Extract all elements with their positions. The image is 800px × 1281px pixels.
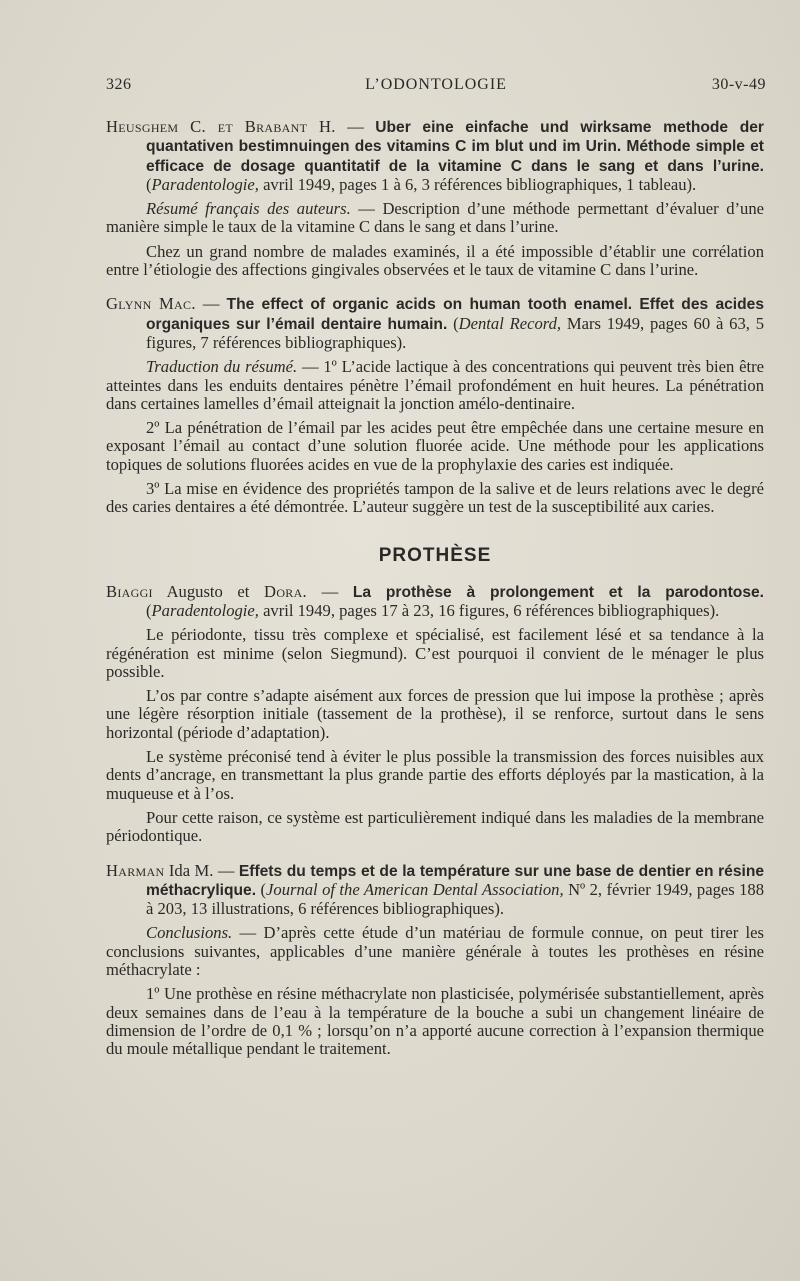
section-title: PROTHÈSE [378, 544, 492, 566]
ref-open: ( [146, 174, 152, 194]
body-paragraph: Le périodonte, tissu très complexe et spécialisé, est facilement lésé et sa tendance à la régénération est minime (selon Siegmund). C’est pourquoi il convient de le ménager le plus possible. [106, 625, 764, 681]
entry-reference: Nº 2, février 1949, pages 188 à 203, 13 illustrations, 6 références bibliographiques). [146, 879, 765, 919]
body-paragraph: Pour cette raison, ce système est particulièrement indiqué dans les maladies de la membrane périodontique. [106, 807, 764, 846]
ref-open: ( [447, 313, 459, 333]
abstract-paragraph [106, 358, 764, 413]
entry-source: Paradentologie, [151, 174, 259, 194]
entry-title: The effect of organic acids on human tooth enamel. Effet des acides organiques sur l’émail dentaire humain. [146, 296, 764, 333]
abstract-paragraph [106, 924, 764, 979]
body-paragraph: 2º La pénétration de l’émail par les acides peut être empêchée dans une certaine mesure en exposant l’émail au contact d’une solution fluorée acide. Une méthode pour les applications topiques de solutions fluorées acides en vue de la prophylaxie des caries est indiquée. [106, 418, 764, 474]
entry-dash: — [307, 581, 353, 601]
journal-title: L’ODONTOLOGIE [365, 76, 507, 93]
entry-title: La prothèse à prolongement et la parodontose. [352, 583, 764, 601]
entry-authors: Harman [106, 860, 165, 880]
entry-source: Dental Record, [458, 313, 562, 333]
entry-title: Uber eine einfache und wirksame methode der quantativen bestimnuingen des vitamins C im blut und im Urin. Méthode simple et efficace de dosage quantitatif de la vitamine C dans le sang et dans l’urine. [146, 119, 764, 175]
abstract-text: — 1º L’acide lactique à des concentrations qui peuvent très bien être atteintes dans les enduits dentaires pénètre l’émail profondément en huit heures. La pénétration dans certaines lamelles d’émail atteignait la jonction amélo-dentinaire. [106, 357, 764, 413]
entry-title: Effets du temps et de la température sur une base de dentier en résine méthacrylique. [146, 862, 765, 899]
page-body [106, 118, 764, 1058]
body-paragraph: Le système préconisé tend à éviter le plus possible la transmission des forces nuisibles aux dents d’ancrage, en transmettant la plus grande partie des efforts déployés par la mastication, à la muqueuse et à l’os. [106, 747, 764, 803]
abstract-text: — D’après cette étude d’un matériau de formule connue, on peut tirer les conclusions suivantes, applicables d’une manière générale à toutes les prothèses en résine méthacrylate : [106, 923, 764, 979]
entry-authors: Glynn Mac. [106, 294, 196, 314]
entry-source: Paradentologie, [151, 600, 259, 620]
entry-glynn-heading [106, 295, 764, 352]
entry-author: Biaggi [106, 581, 153, 601]
abstract-label: Résumé français des auteurs. [146, 199, 351, 219]
entry-source: Journal of the American Dental Association, [266, 879, 564, 899]
entry-reference: Mars 1949, pages 60 à 63, 5 figures, 7 références bibliographiques). [146, 313, 764, 352]
page-number: 326 [106, 76, 132, 93]
ref-open: ( [256, 879, 267, 899]
entry-heusghem-heading [106, 118, 764, 194]
body-paragraph: Chez un grand nombre de malades examinés, il a été impossible d’établir une corrélation entre l’étiologie des affections gingivales observées et le taux de vitamine C dans l’urine. [106, 241, 764, 280]
issue-date: 30-v-49 [711, 76, 766, 93]
body-paragraph: 3º La mise en évidence des propriétés tampon de la salive et de leurs relations avec le degré des caries dentaires a été démontrée. L’auteur suggère un test de la susceptibilité aux caries. [106, 479, 764, 517]
entry-biaggi-heading [106, 583, 764, 621]
abstract-text: — Description d’une méthode permettant d’évaluer d’une manière simple le taux de la vitamine C dans le sang et dans l’urine. [106, 199, 764, 237]
entry-harman-heading [106, 862, 764, 919]
entry-reference: avril 1949, pages 1 à 6, 3 références bibliographiques, 1 tableau). [258, 174, 697, 194]
running-header [106, 76, 766, 98]
entry-dash: — [195, 294, 227, 314]
entry-dash: — [335, 117, 376, 136]
entry-author-given: Ida M. [164, 860, 214, 880]
entry-author-given: Augusto et [152, 581, 265, 601]
entry-authors: Heusghem C. et Brabant H. [106, 117, 336, 136]
body-paragraph: L’os par contre s’adapte aisément aux forces de pression que lui impose la prothèse ; après une légère résorption initiale (tassement de la prothèse), il se renforce, surtout dans le sens horizontal (période d’adaptation). [106, 686, 764, 742]
abstract-label: Traduction du résumé. [146, 357, 298, 377]
abstract-paragraph [106, 200, 764, 237]
entry-dash: — [213, 860, 239, 880]
entry-author: Dora. [264, 581, 307, 601]
abstract-label: Conclusions. [146, 923, 233, 943]
body-paragraph: 1º Une prothèse en résine méthacrylate non plasticisée, polymérisée substantiellement, après deux semaines dans de l’eau à la température de la bouche a subi un changement linéaire de dimension de l’ordre de 0,1 % ; lorsqu’on n’a apporté aucune correction à l’expansion thermique du moule métallique pendant le traitement. [106, 984, 764, 1059]
ref-open: ( [146, 600, 152, 620]
entry-reference: avril 1949, pages 17 à 23, 16 figures, 6 références bibliographiques). [258, 600, 720, 620]
